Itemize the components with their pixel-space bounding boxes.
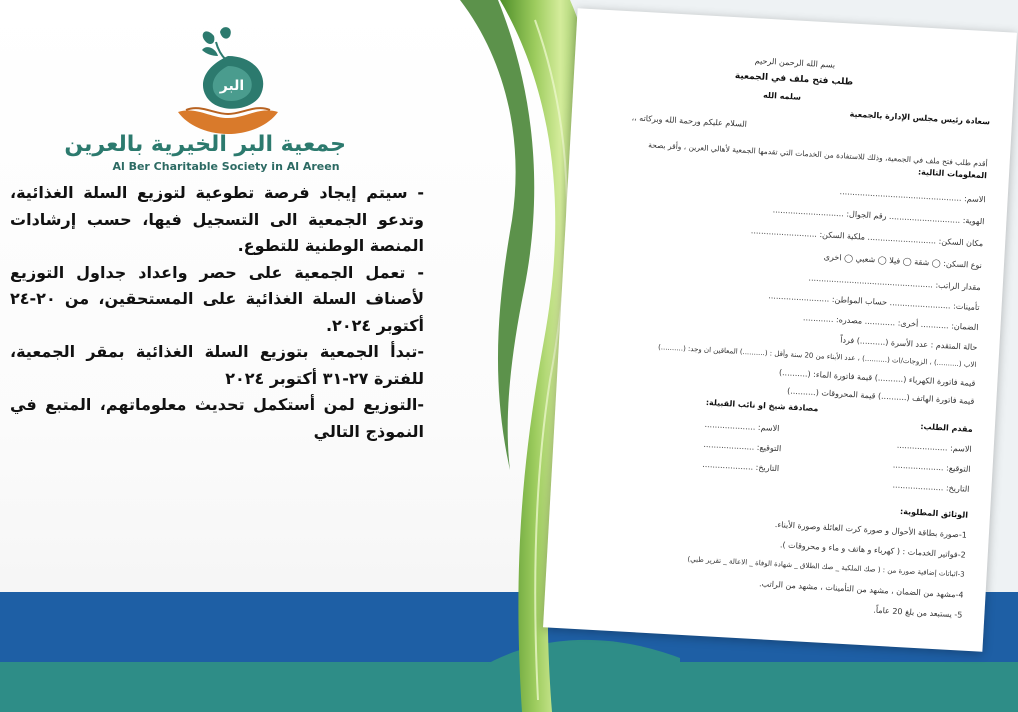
form-field: الضمان: ........... أخرى: ............ مصدره: ............ (802, 313, 979, 333)
form-field: الهوية: ............................ رقم الجوال: ............................ (772, 205, 985, 227)
form-field: مقدار الراتب: ................................................. (808, 273, 981, 293)
form-intro-line: أقدم طلب فتح ملف في الجمعية، وذلك للاستفادة من الخدمات التي تقدمها الجمعية لأهالي العرين ، وأقر بصحة (647, 140, 988, 169)
sheikh-field: التوقيع: .................... (703, 439, 782, 454)
form-field: الاب (..........) ، الزوجات/ات (..........) ، عدد الأبناء من 20 سنة وأقل : (..........) المعاقين ان وجد: (..........) (657, 343, 977, 370)
document-item: 3-اثباتات إضافية صورة من : ( صك الملكية _ صك الطلاق _ شهادة الوفاة _ الاعالة _ تقرير طبي) (687, 555, 965, 579)
announcement-text (10, 180, 424, 445)
svg-text:البر: البر (219, 78, 245, 94)
announcement-item: -تبدأ الجمعية بتوزيع السلة الغذائية بمقر الجمعية، للفترة ٢٧-٣١ أكتوبر ٢٠٢٤ (10, 342, 424, 388)
form-field: حالة المتقدم : عدد الأسرة (..........) فرداً (839, 335, 978, 353)
charity-logo-icon (176, 26, 280, 138)
announcement-item: -التوزيع لمن أستكمل تحديث معلوماتهم، المتبع في النموذج التالي (10, 395, 424, 441)
document-item: 4-مشهد من الضمان ، مشهد من التأمينات ، مشهد من الراتب. (758, 579, 964, 600)
applicant-field: التوقيع: .................... (892, 460, 971, 474)
form-greeting-recipient: سعادة رئيس مجلس الإدارة بالجمعية (849, 109, 991, 127)
document-item: 2-فواتير الخدمات : ( كهرباء و هاتف و ماء و محروقات ). (779, 540, 966, 560)
announcement-item: - تعمل الجمعية على حصر واعداد جداول التوزيع لأصناف السلة الغذائية على المستحقين، من ٢٠-٢٤ أكتوبر ٢٠٢٤. (10, 262, 424, 335)
organization-name-english: Al Ber Charitable Society in Al Areen (112, 160, 340, 173)
form-salam: السلام عليكم ورحمة الله وبركاته ،، (631, 113, 748, 129)
form-field: الاسم: ................................................ (839, 187, 986, 205)
form-intro-line: المعلومات التالية: (917, 167, 988, 181)
sheikh-field: الاسم: .................... (704, 419, 780, 434)
application-form-document (543, 8, 1017, 652)
applicant-heading: مقدم الطلب: (920, 421, 974, 434)
applicant-field: الاسم: .................... (896, 440, 972, 454)
sheikh-heading: مصادقة شيخ او نائب القبيلة: (705, 397, 819, 414)
form-basmala: بسم الله الرحمن الرحيم (754, 56, 836, 70)
form-greeting-honorific: سلمه الله (762, 90, 802, 102)
form-field: تأمينات: ........................ حساب المواطن: ........................ (768, 291, 980, 313)
documents-heading: الوثائق المطلوبة: (899, 506, 969, 520)
organization-name-arabic: جمعية البر الخيرية بالعرين (64, 132, 346, 157)
form-field: مكان السكن: ........................... ملكية السكن: .......................... (750, 226, 984, 249)
document-item: 5- يستبعد من بلغ 20 عاماً. (873, 605, 963, 620)
sheikh-field: التاريخ: .................... (702, 459, 780, 474)
form-field: نوع السكن: ◯ شقة ◯ فيلا ◯ شعبي ◯ اخرى (823, 252, 983, 271)
form-title: طلب فتح ملف في الجمعية (734, 71, 854, 88)
announcement-item: - سيتم إيجاد فرصة تطوعية لتوزيع السلة الغذائية، وتدعو الجمعية الى التسجيل فيها، حسب إرشادات المنصة الوطنية للتطوع. (10, 183, 424, 255)
form-field: قيمة فاتورة الهاتف (..........) قيمة المحروقات (..........) (786, 386, 975, 406)
applicant-field: التاريخ: .................... (892, 480, 970, 494)
document-item: 1-صورة بطاقة الأحوال و صورة كرت العائلة وصورة الأبناء. (774, 520, 968, 540)
form-field: قيمة فاتورة الكهرباء (..........) قيمة فاتورة الماء: (..........) (778, 368, 976, 388)
